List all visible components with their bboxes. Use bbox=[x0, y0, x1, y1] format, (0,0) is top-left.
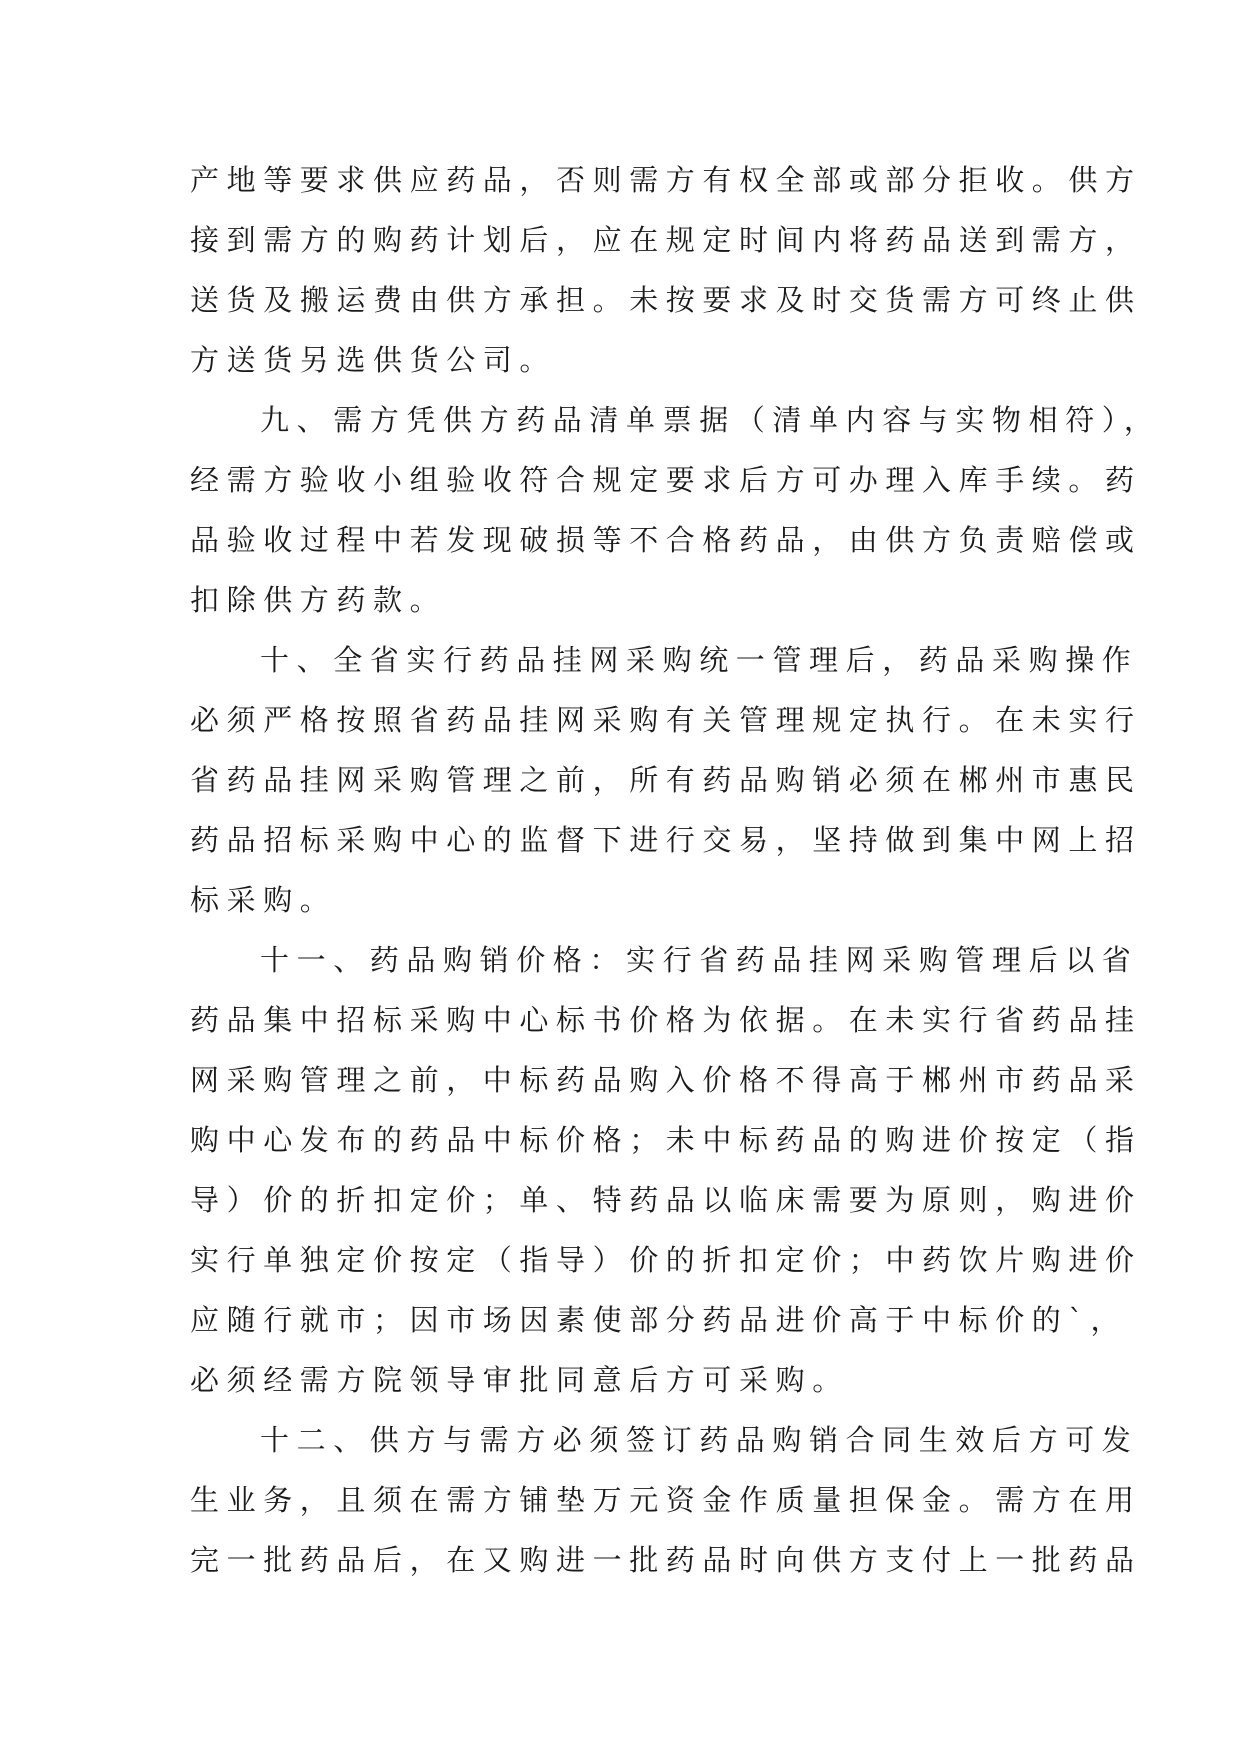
text-line: 完一批药品后，在又购进一批药品时向供方支付上一批药品 bbox=[190, 1543, 1142, 1577]
text-line: 药品集中招标采购中心标书价格为依据。在未实行省药品挂 bbox=[190, 1003, 1142, 1037]
text-line: 品验收过程中若发现破损等不合格药品，由供方负责赔偿或 bbox=[190, 523, 1142, 557]
text-line: 必须经需方院领导审批同意后方可采购。 bbox=[190, 1363, 849, 1397]
text-line: 导）价的折扣定价；单、特药品以临床需要为原则，购进价 bbox=[190, 1183, 1142, 1217]
clause-12-heading-line: 十二、供方与需方必须签订药品购销合同生效后方可发 bbox=[260, 1423, 1139, 1457]
text-line: 必须严格按照省药品挂网采购有关管理规定执行。在未实行 bbox=[190, 703, 1142, 737]
text-line: 省药品挂网采购管理之前，所有药品购销必须在郴州市惠民 bbox=[190, 763, 1142, 797]
text-line: 接到需方的购药计划后，应在规定时间内将药品送到需方， bbox=[190, 223, 1142, 257]
text-line: 网采购管理之前，中标药品购入价格不得高于郴州市药品采 bbox=[190, 1063, 1142, 1097]
clause-9-heading-line: 九、需方凭供方药品清单票据（清单内容与实物相符）， bbox=[260, 403, 1161, 437]
text-line: 生业务，且须在需方铺垫万元资金作质量担保金。需方在用 bbox=[190, 1483, 1142, 1517]
document-body bbox=[190, 150, 1161, 1590]
text-line: 应随行就市；因市场因素使部分药品进价高于中标价的`， bbox=[190, 1303, 1128, 1337]
text-line: 方送货另选供货公司。 bbox=[190, 343, 557, 377]
text-line: 药品招标采购中心的监督下进行交易，坚持做到集中网上招 bbox=[190, 823, 1142, 857]
clause-10-heading-line: 十、全省实行药品挂网采购统一管理后，药品采购操作 bbox=[260, 643, 1139, 677]
text-line: 经需方验收小组验收符合规定要求后方可办理入库手续。药 bbox=[190, 463, 1142, 497]
text-line: 标采购。 bbox=[190, 883, 337, 917]
text-line: 购中心发布的药品中标价格；未中标药品的购进价按定（指 bbox=[190, 1123, 1142, 1157]
text-line: 产地等要求供应药品，否则需方有权全部或部分拒收。供方 bbox=[190, 163, 1142, 197]
text-line: 扣除供方药款。 bbox=[190, 583, 447, 617]
text-line: 实行单独定价按定（指导）价的折扣定价；中药饮片购进价 bbox=[190, 1243, 1142, 1277]
clause-11-heading-line: 十一、药品购销价格：实行省药品挂网采购管理后以省 bbox=[260, 943, 1139, 977]
text-line: 送货及搬运费由供方承担。未按要求及时交货需方可终止供 bbox=[190, 283, 1142, 317]
